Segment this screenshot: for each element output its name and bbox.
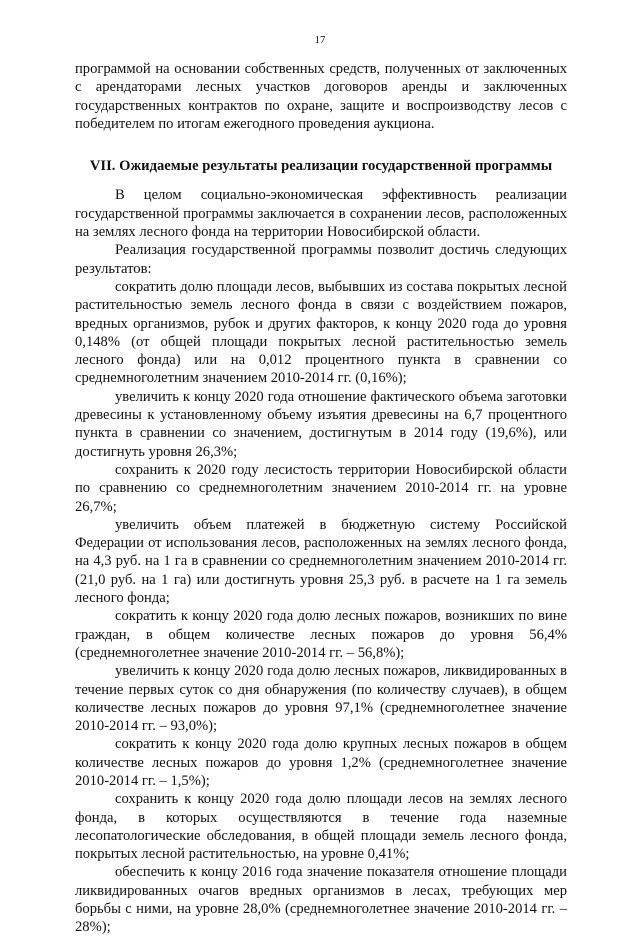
result-item-budget-payments: увеличить объем платежей в бюджетную систему Российской Федерации от использования лесов, расположенных на землях лесного фонда, на 4,3 руб. на 1 га в сравнении со среднемноголетним значением 2010-2014 гг. (21,0 руб. на 1 га) или достигнуть уровня 25,3 руб. в расчете на 1 га земель лесного фонда;	[75, 516, 567, 607]
result-item-citizen-fires: сократить к концу 2020 года долю лесных пожаров, возникших по вине граждан, в общем количестве лесных пожаров до уровня 56,4% (среднемноголетнее значение 2010-2014 гг. – 56,8%);	[75, 608, 567, 661]
page-content	[75, 60, 567, 937]
paragraph-efficiency: В целом социально-экономическая эффективность реализации государственной программы заключается в сохранении лесов, расположенных на землях лесного фонда на территории Новосибирской области.	[75, 187, 567, 241]
section-title: VII. Ожидаемые результаты реализации государственной программы	[89, 158, 553, 175]
result-item-fires-first-day: увеличить к концу 2020 года долю лесных пожаров, ликвидированных в течение первых суток со дня обнаружения (по количеству случаев), в общем количестве лесных пожаров до уровня 97,1% (среднемноголетнее значение 2010-2014 гг. – 93,0%);	[75, 663, 567, 735]
paragraph-continued: программой на основании собственных средств, полученных от заключенных с арендаторами лесных участков договоров аренды и заключенных государственных контрактов по охране, защите и воспроизводству лесов с победителем по итогам ежегодного проведения аукциона.	[75, 61, 567, 132]
result-item-pathology-surveys: сохранить к концу 2020 года долю площади лесов на землях лесного фонда, в которых осуществляются в течение года наземные лесопатологические обследования, в общей площади земель лесного фонда, покрытых лесной растительностью, на уровне 0,41%;	[75, 791, 567, 863]
result-item-large-fires: сократить к концу 2020 года долю крупных лесных пожаров в общем количестве лесных пожаров до уровня 1,2% (среднемноголетнее значение 2010-2014 гг. – 1,5%);	[75, 736, 567, 789]
result-item-forest-cover: сохранить к 2020 году лесистость территории Новосибирской области по сравнению со среднемноголетним значением 2010-2014 гг. на уровне 26,7%;	[75, 461, 567, 515]
page-number: 17	[314, 34, 326, 46]
result-item-forest-loss: сократить долю площади лесов, выбывших из состава покрытых лесной растительностью земель лесного фонда в связи с воздействием пожаров, вредных организмов, рубок и других факторов, к концу 2020 года до уровня 0,148% (от общей площади покрытых лесной растительностью земель лесного фонда) или на 0,012 процентного пункта в сравнении со среднемноголетним значением 2010-2014 гг. (0,16%);	[75, 278, 567, 387]
result-item-timber-harvest: увеличить к концу 2020 года отношение фактического объема заготовки древесины к установленному объему изъятия древесины на 6,7 процентного пункта в сравнении со значением, достигнутым в 2014 году (19,6%), или достигнуть уровня 26,3%;	[75, 388, 567, 460]
result-item-pest-foci: обеспечить к концу 2016 года значение показателя отношение площади ликвидированных очагов вредных организмов в лесах, требующих мер борьбы с ними, на уровне 28,0% (среднемноголетнее значение 2010-2014 гг. – 28%);	[75, 864, 567, 936]
paragraph-results-intro: Реализация государственной программы позволит достичь следующих результатов:	[75, 242, 567, 277]
